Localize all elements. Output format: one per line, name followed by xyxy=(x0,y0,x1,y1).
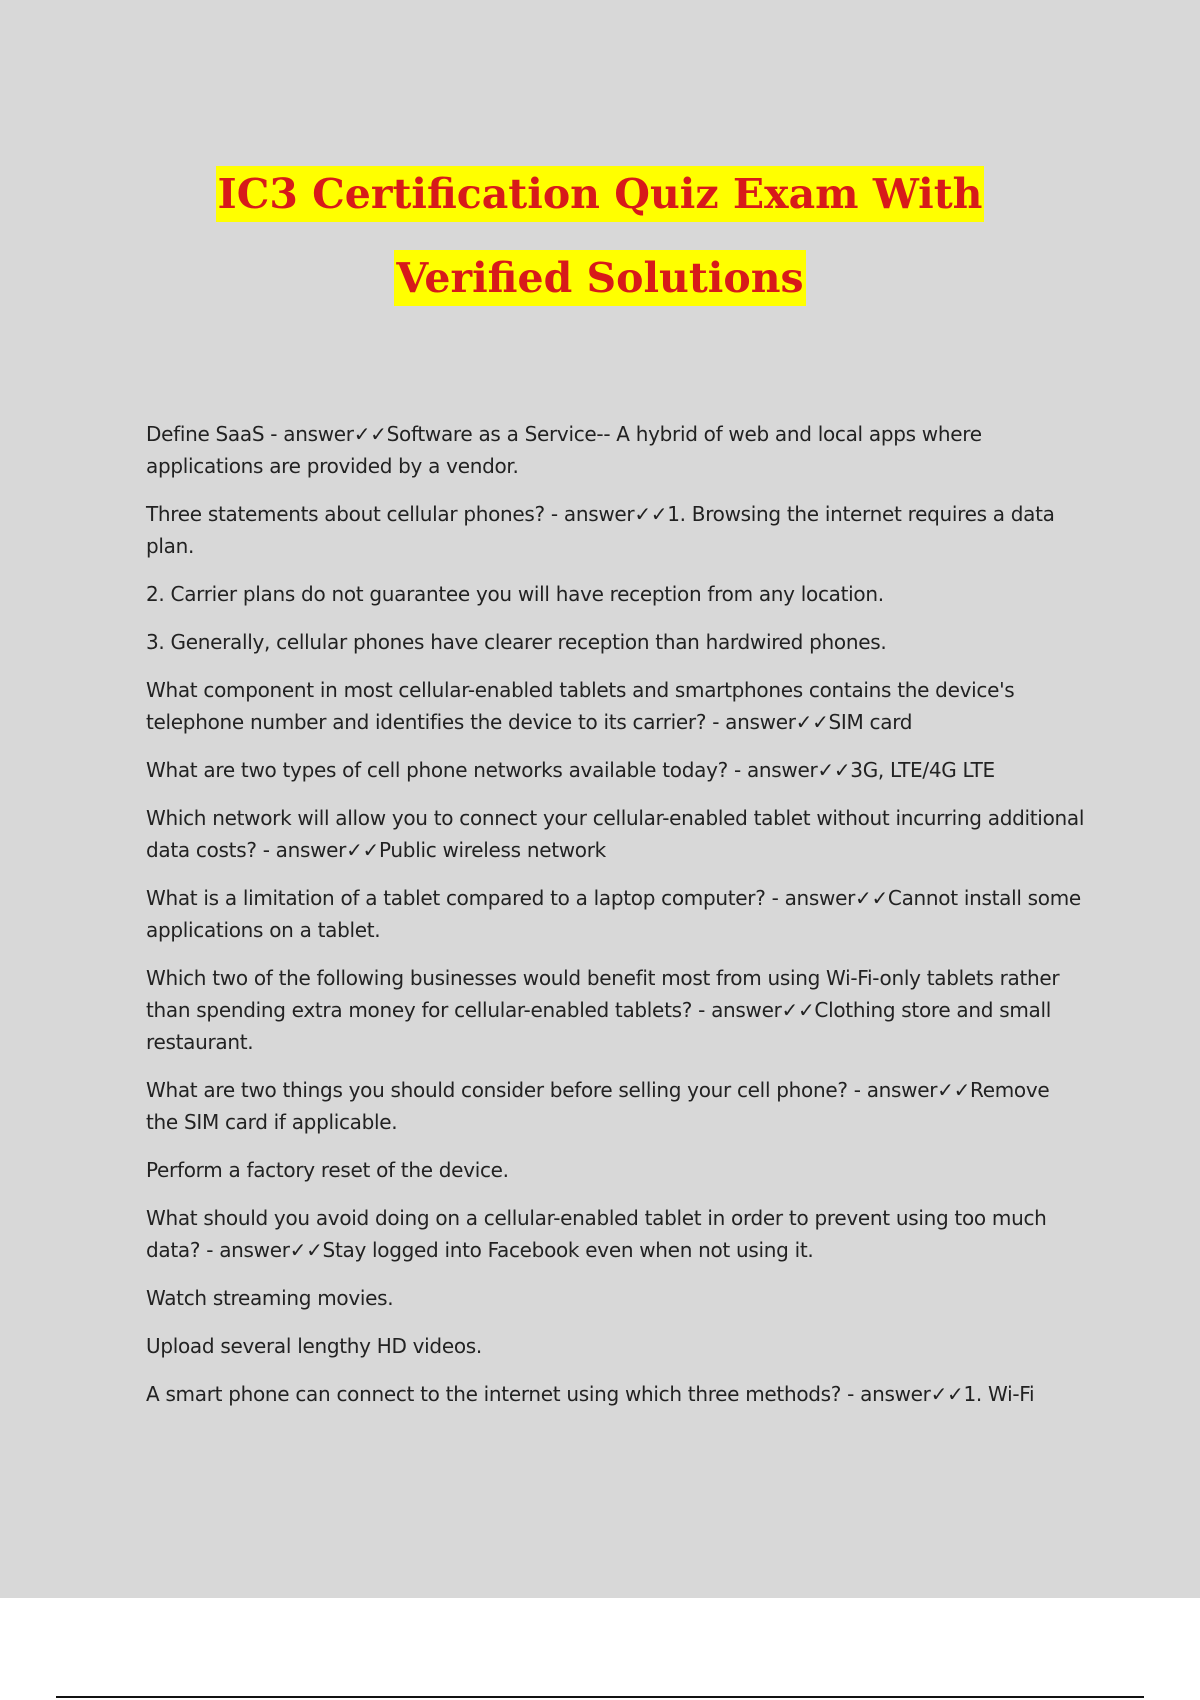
paragraph: 2. Carrier plans do not guarantee you will have reception from any location. xyxy=(146,582,884,606)
footer-divider xyxy=(56,1696,1144,1698)
paragraph: Which two of the following businesses would benefit most from using Wi-Fi-only tablets rather than spending extra money for cellular-enabled tablets? - answer✓✓Clothing store and small restaurant. xyxy=(146,966,1060,1054)
paragraph: What is a limitation of a tablet compared to a laptop computer? - answer✓✓Cannot install some applications on a tablet. xyxy=(146,886,1081,942)
paragraph: Define SaaS - answer✓✓Software as a Service-- A hybrid of web and local apps where applications are provided by a vendor. xyxy=(146,422,982,478)
paragraph: Perform a factory reset of the device. xyxy=(146,1158,509,1182)
paragraph: Which network will allow you to connect your cellular-enabled tablet without incurring additional data costs? - answer✓✓Public wireless network xyxy=(146,806,1085,862)
paragraph: What are two types of cell phone networks available today? - answer✓✓3G, LTE/4G LTE xyxy=(146,758,995,782)
paragraph: Three statements about cellular phones? - answer✓✓1. Browsing the internet requires a data plan. xyxy=(146,502,1055,558)
title-line-2: Verified Solutions xyxy=(394,250,805,306)
paragraph: A smart phone can connect to the internet using which three methods? - answer✓✓1. Wi-Fi xyxy=(146,1382,1035,1406)
paragraph: What should you avoid doing on a cellular-enabled tablet in order to prevent using too much data? - answer✓✓Stay logged into Facebook even when not using it. xyxy=(146,1206,1047,1262)
paragraph: What component in most cellular-enabled tablets and smartphones contains the device's telephone number and identifies the device to its carrier? - answer✓✓SIM card xyxy=(146,678,1015,734)
paragraph: What are two things you should consider before selling your cell phone? - answer✓✓Remove the SIM card if applicable. xyxy=(146,1078,1050,1134)
paragraph: Upload several lengthy HD videos. xyxy=(146,1334,482,1358)
document-title xyxy=(0,166,1200,306)
paragraph: 3. Generally, cellular phones have clearer reception than hardwired phones. xyxy=(146,630,887,654)
document-body xyxy=(146,418,1086,1426)
paragraph: Watch streaming movies. xyxy=(146,1286,394,1310)
title-line-1: IC3 Certification Quiz Exam With xyxy=(216,166,985,222)
